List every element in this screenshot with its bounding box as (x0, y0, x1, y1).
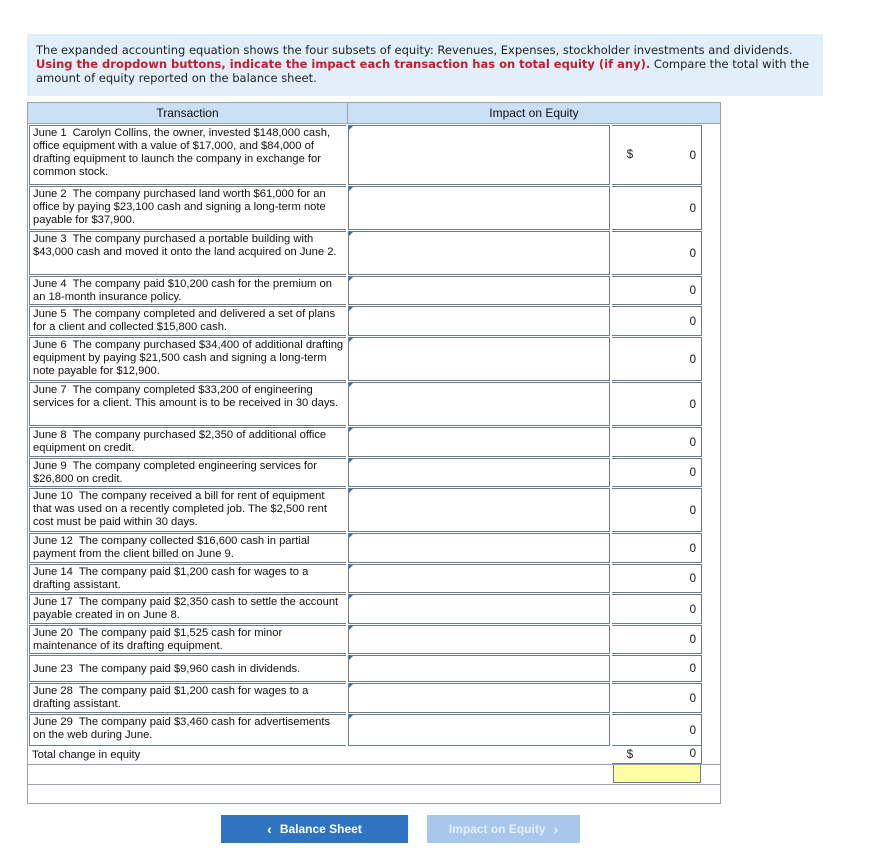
table-row (28, 593, 720, 624)
dropdown-indicator-icon (349, 428, 353, 432)
impact-dropdown[interactable] (348, 625, 610, 654)
column-header-transaction: Transaction (28, 103, 348, 124)
dropdown-indicator-icon (349, 459, 353, 463)
dropdown-indicator-icon (349, 656, 353, 660)
equity-impact-table (27, 102, 721, 804)
impact-amount: 0 (612, 306, 702, 336)
impact-dropdown[interactable] (348, 564, 610, 593)
transaction-date: June 28 (33, 685, 73, 697)
dropdown-indicator-icon (349, 626, 353, 630)
row-divider (28, 784, 720, 785)
transaction-date: June 14 (33, 566, 73, 578)
dropdown-indicator-icon (349, 338, 353, 342)
impact-amount: 0 (612, 488, 702, 532)
instructions-emphasis: Using the dropdown buttons, indicate the impact each transaction has on total equity (if any). (36, 57, 651, 71)
transaction-date: June 1 (33, 127, 67, 139)
transaction-description (29, 655, 346, 682)
transaction-description (29, 231, 346, 275)
table-row (28, 682, 720, 713)
impact-amount: 0 (612, 125, 702, 185)
dropdown-indicator-icon (349, 684, 353, 688)
impact-amount: 0 (612, 427, 702, 457)
dropdown-indicator-icon (349, 383, 353, 387)
transaction-text: The company completed engineering services for $26,800 on credit. (33, 460, 317, 485)
table-row (28, 230, 720, 275)
transaction-description (29, 306, 346, 336)
balance-sheet-button[interactable] (221, 815, 408, 843)
transaction-text: The company purchased land worth $61,000 for an office by paying $23,100 cash and signing a long-term note payable for $37,900. (33, 188, 326, 226)
impact-dropdown[interactable] (348, 186, 610, 230)
impact-dropdown[interactable] (348, 276, 610, 305)
impact-on-equity-button-label: Impact on Equity (448, 822, 546, 836)
table-row (28, 124, 720, 185)
dropdown-indicator-icon (349, 277, 353, 281)
transaction-date: June 17 (33, 596, 73, 608)
impact-dropdown[interactable] (348, 337, 610, 381)
impact-amount: 0 (612, 231, 702, 275)
transaction-text: The company purchased $34,400 of additional drafting equipment by paying $21,500 cash and signing a long-term note payable for $12,900. (33, 339, 344, 377)
transaction-text: The company purchased a portable building with $43,000 cash and moved it onto the land acquired on June 2. (33, 233, 337, 258)
total-amount: 0 (612, 746, 702, 764)
total-row (28, 746, 720, 764)
table-row (28, 457, 720, 487)
table-row (28, 381, 720, 426)
transaction-text: The company completed and delivered a set of plans for a client and collected $15,800 cash. (33, 308, 336, 333)
dropdown-indicator-icon (349, 595, 353, 599)
transaction-description (29, 427, 346, 457)
transaction-date: June 3 (33, 233, 67, 245)
dropdown-indicator-icon (349, 565, 353, 569)
impact-amount: 0 (612, 276, 702, 305)
impact-dropdown[interactable] (348, 594, 610, 624)
dropdown-indicator-icon (349, 489, 353, 493)
impact-dropdown[interactable] (348, 714, 610, 746)
transaction-text: The company paid $1,200 cash for wages to a drafting assistant. (33, 566, 309, 591)
dropdown-indicator-icon (349, 534, 353, 538)
table-row (28, 624, 720, 654)
transaction-date: June 12 (33, 535, 73, 547)
balance-sheet-button-label: Balance Sheet (279, 822, 362, 836)
impact-amount: 0 (612, 186, 702, 230)
impact-dropdown[interactable] (348, 533, 610, 563)
impact-amount: 0 (612, 458, 702, 487)
dropdown-indicator-icon (349, 126, 353, 130)
transaction-description (29, 594, 346, 624)
chevron-right-icon: › (553, 821, 559, 837)
impact-dropdown[interactable] (348, 458, 610, 487)
transaction-text: The company purchased $2,350 of additional office equipment on credit. (33, 429, 327, 454)
impact-dropdown[interactable] (348, 655, 610, 682)
impact-amount: 0 (612, 337, 702, 381)
transaction-description (29, 458, 346, 487)
table-row (28, 563, 720, 593)
instructions-text: The expanded accounting equation shows the four subsets of equity: Revenues, Expenses, stockholder investments and dividends. (36, 43, 793, 57)
impact-dropdown[interactable] (348, 427, 610, 457)
transaction-text: The company paid $1,200 cash for wages to a drafting assistant. (33, 685, 309, 710)
impact-on-equity-button[interactable] (427, 815, 580, 843)
impact-amount: 0 (612, 655, 702, 682)
transaction-date: June 2 (33, 188, 67, 200)
instructions-text-2: Compare the total with the amount of equity reported on the balance sheet. (36, 57, 810, 85)
transaction-text: The company paid $3,460 cash for advertisements on the web during June. (33, 716, 331, 741)
transaction-date: June 23 (33, 663, 73, 675)
transaction-description (29, 714, 346, 746)
dropdown-indicator-icon (349, 187, 353, 191)
impact-dropdown[interactable] (348, 488, 610, 532)
transaction-description (29, 125, 346, 185)
transaction-description (29, 488, 346, 532)
transaction-text: The company completed $33,200 of engineering services for a client. This amount is to be received in 30 days. (33, 384, 339, 409)
transaction-text: The company paid $1,525 cash for minor maintenance of its drafting equipment. (33, 627, 283, 652)
dropdown-indicator-icon (349, 715, 353, 719)
transaction-date: June 6 (33, 339, 67, 351)
impact-amount: 0 (612, 683, 702, 713)
transaction-date: June 20 (33, 627, 73, 639)
impact-dropdown[interactable] (348, 382, 610, 426)
table-row (28, 305, 720, 336)
transaction-description (29, 186, 346, 230)
impact-dropdown[interactable] (348, 125, 610, 185)
impact-dropdown[interactable] (348, 306, 610, 336)
transaction-text: Carolyn Collins, the owner, invested $148,000 cash, office equipment with a value of $17,000, and $84,000 of drafting equipment to launch the company in exchange for common stock. (33, 127, 331, 178)
table-row (28, 713, 720, 746)
instructions-panel (27, 34, 823, 96)
transaction-description (29, 625, 346, 654)
impact-amount: 0 (612, 714, 702, 746)
table-row (28, 426, 720, 457)
table-row (28, 185, 720, 230)
impact-dropdown[interactable] (348, 231, 610, 275)
transaction-date: June 29 (33, 716, 73, 728)
currency-symbol: $ (626, 149, 634, 161)
transaction-description (29, 683, 346, 713)
transaction-description (29, 276, 346, 305)
transaction-description (29, 564, 346, 593)
table-row (28, 654, 720, 682)
transaction-date: June 7 (33, 384, 67, 396)
table-row (28, 336, 720, 381)
table-row (28, 275, 720, 305)
dropdown-indicator-icon (349, 307, 353, 311)
transaction-date: June 10 (33, 490, 73, 502)
total-label: Total change in equity (32, 749, 141, 761)
column-header-impact: Impact on Equity (348, 103, 720, 124)
transaction-date: June 9 (33, 460, 67, 472)
impact-dropdown[interactable] (348, 683, 610, 713)
impact-amount: 0 (612, 625, 702, 654)
table-row (28, 532, 720, 563)
impact-amount: 0 (612, 382, 702, 426)
transaction-description (29, 533, 346, 563)
total-highlight-cell (613, 764, 701, 783)
transaction-description (29, 337, 346, 381)
transaction-text: The company paid $2,350 cash to settle the account payable created in on June 8. (33, 596, 339, 621)
transaction-date: June 4 (33, 278, 67, 290)
transaction-text: The company received a bill for rent of equipment that was used on a recently completed job. The $2,500 rent cost must be paid within 30 days. (33, 490, 327, 528)
impact-amount: 0 (612, 594, 702, 624)
transaction-text: The company paid $9,960 cash in dividends. (78, 663, 301, 675)
total-currency-symbol: $ (626, 749, 634, 761)
transaction-date: June 8 (33, 429, 67, 441)
dropdown-indicator-icon (349, 232, 353, 236)
impact-amount: 0 (612, 533, 702, 563)
transaction-description (29, 382, 346, 426)
transaction-text: The company paid $10,200 cash for the premium on an 18-month insurance policy. (33, 278, 332, 303)
row-divider (28, 764, 720, 765)
impact-amount: 0 (612, 564, 702, 593)
chevron-left-icon: ‹ (267, 821, 272, 837)
transaction-date: June 5 (33, 308, 67, 320)
transaction-text: The company collected $16,600 cash in partial payment from the client billed on June 9. (33, 535, 310, 560)
table-row (28, 487, 720, 532)
